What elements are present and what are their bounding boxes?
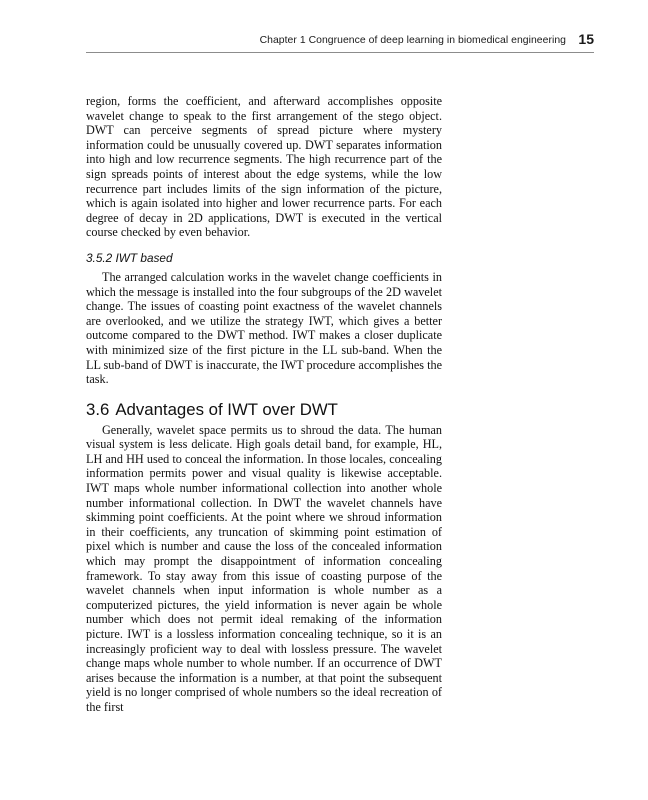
running-title: Chapter 1 Congruence of deep learning in biomedical engineering [259,35,566,46]
paragraph-advantages: Generally, wavelet space permits us to shroud the data. The human visual system is less delicate. High goals detail band, for example, HL, LH and HH used to conceal the information. In those locales, concealing information permits power and visual quality is likewise acceptable. IWT maps whole number informational collection into another whole number informational collection. In DWT the wavelet channels have skimming point coefficients. At the point where we shroud information in their coefficients, any truncation of skimming point estimation of pixel which is number and cause the loss of the concealed information which may prompt the disappointment of information concealing framework. To stay away from this issue of coasting purpose of the wavelet channels when input information is whole number as a computerized pictures, the yield information is never again be whole number which does not permit ideal remaking of the information picture. IWT is a lossless information concealing technique, so it is an increasingly proficient way to deal with lossless pressure. The wavelet change maps whole number to whole number. If an occurrence of DWT arises because the information is a number, at that point the subsequent yield is no longer comprised of whole numbers so the ideal recreation of the first [86,422,442,714]
section-heading [86,400,442,420]
page-body [86,94,442,715]
section-title: Advantages of IWT over DWT [115,399,338,419]
paragraph-continued: region, forms the coefficient, and afterward accomplishes opposite wavelet change to speak to the first arrangement of the stego object. DWT can perceive segments of spread picture where mystery information could be unusually covered up. DWT separates information into high and low recurrence segments. The high recurrence part of the sign spreads points of interest about the edge systems, while the low recurrence part includes limits of the sign information of the picture, which is again isolated into higher and lower recurrence parts. For each degree of decay in 2D applications, DWT is executed in the vertical course checked by even behavior. [86,94,442,240]
running-header [86,30,594,53]
page-number: 15 [578,31,594,47]
paragraph-iwt-based: The arranged calculation works in the wavelet change coefficients in which the message is installed into the four subgroups of the 2D wavelet change. The issues of coasting point exactness of the wavelet channels are overlooked, and we utilize the strategy IWT, which gives a better outcome compared to the DWT method. IWT makes a closer duplicate with minimized size of the first picture in the LL sub-band. When the LL sub-band of DWT is inaccurate, the IWT procedure accomplishes the task. [86,269,442,387]
subsection-heading: 3.5.2 IWT based [86,250,173,265]
section-number: 3.6 [86,399,110,419]
